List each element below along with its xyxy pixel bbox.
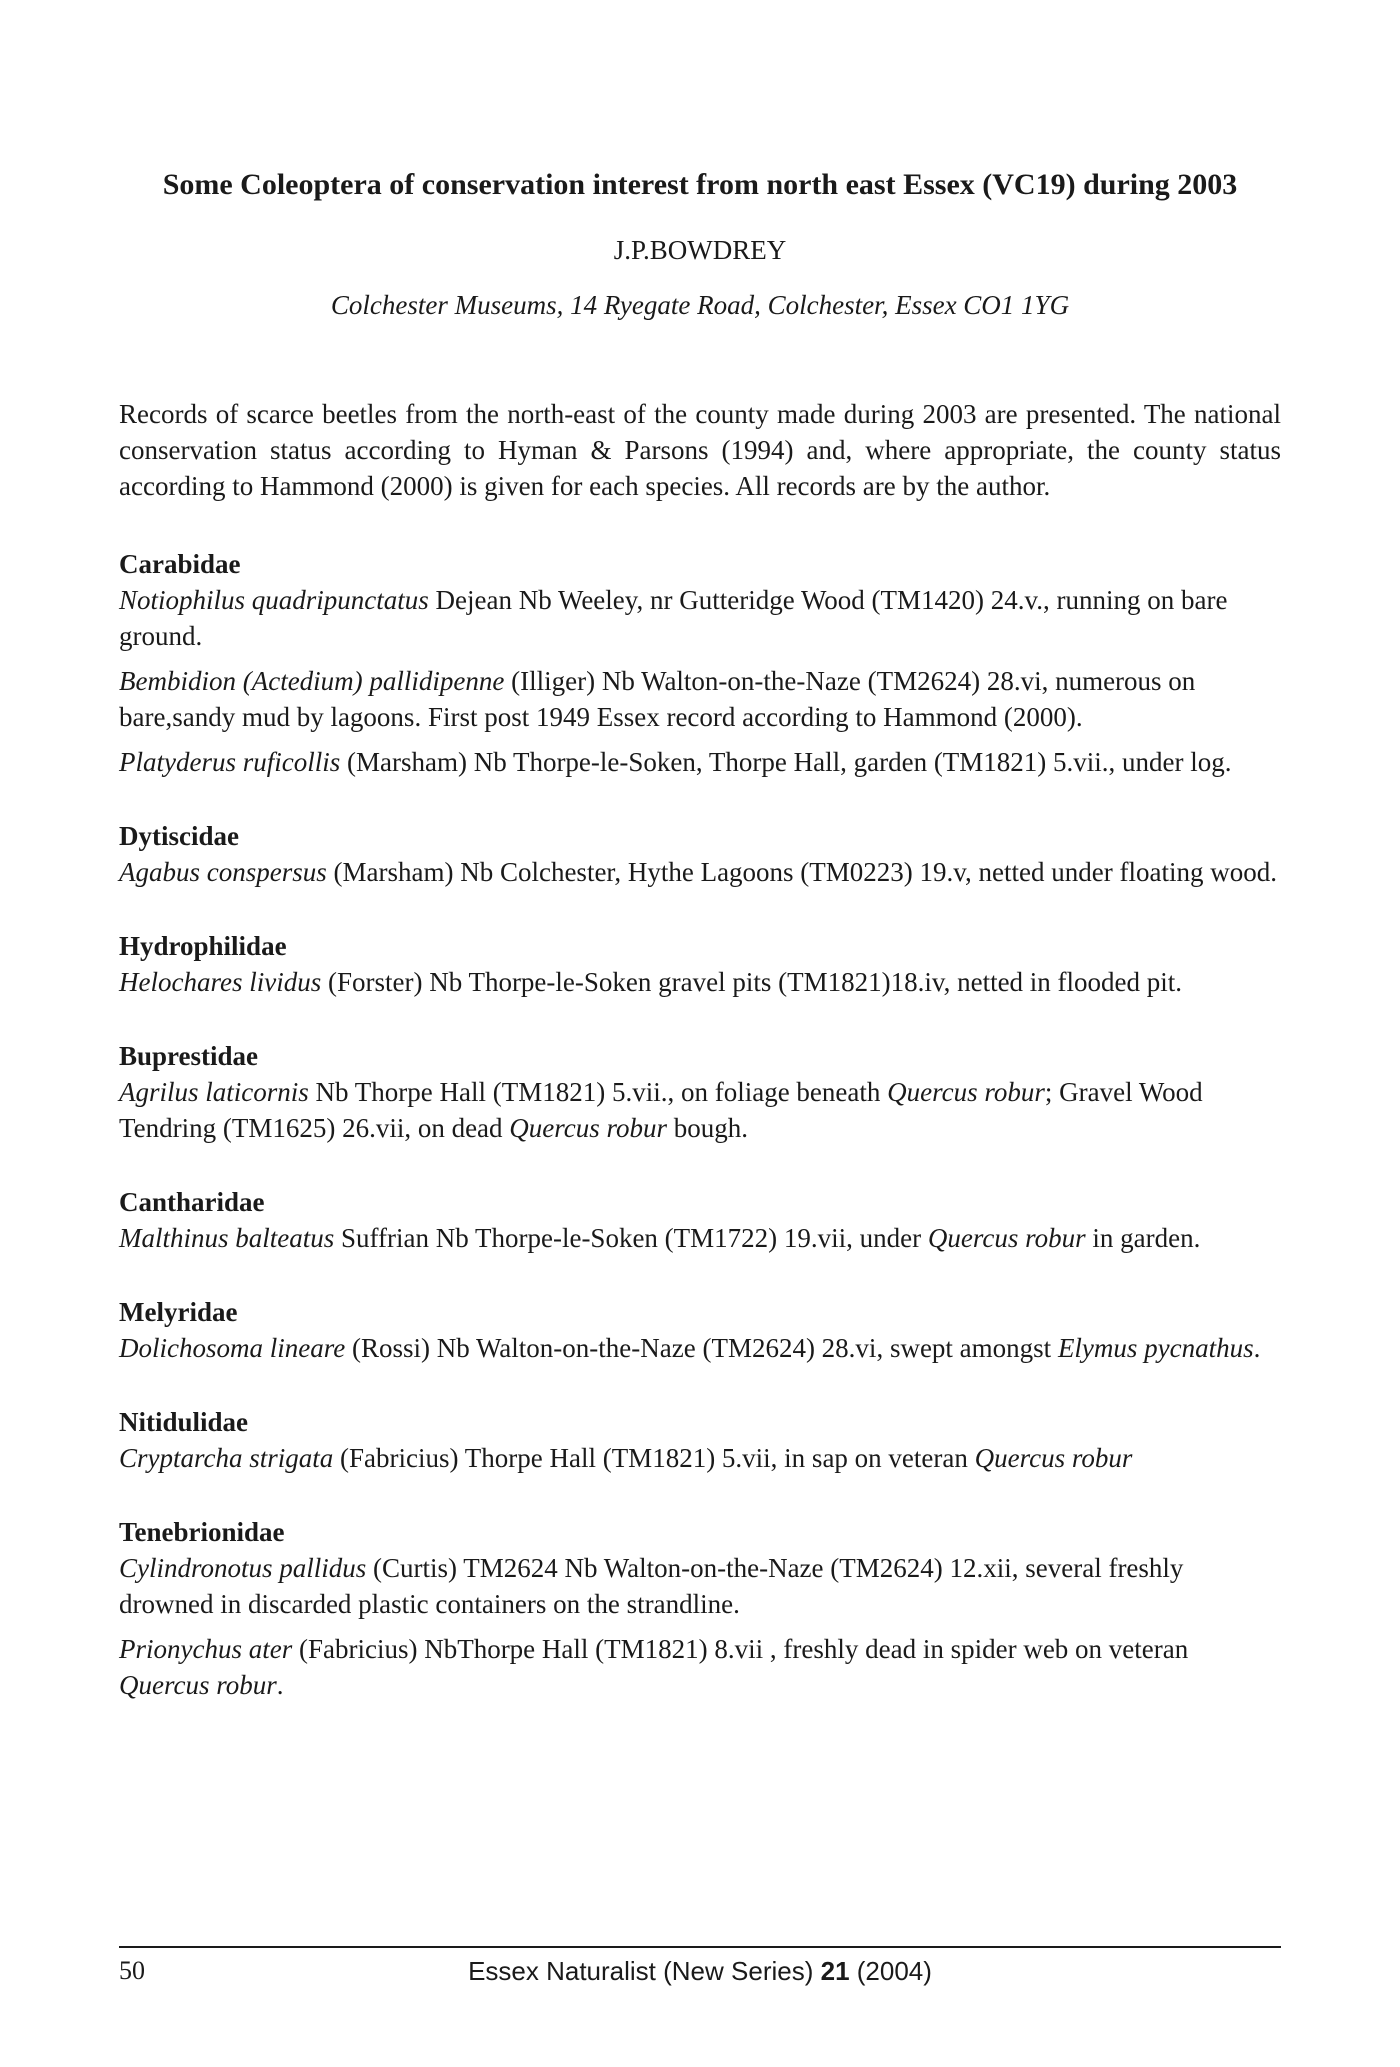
record-text: (Illiger) Nb Walton-on-the-Naze (TM2624) 28.vi, numerous on bare,sandy mud by lagoons. First post 1949 Essex record according to Hammond (2000). (119, 666, 1196, 732)
family-section-hydrophilidae (119, 928, 1281, 1000)
family-heading: Tenebrionidae (119, 1517, 285, 1547)
record-text: (Fabricius) Thorpe Hall (TM1821) 5.vii, in sap on veteran (333, 1443, 975, 1473)
journal-year: (2004) (849, 1956, 932, 1986)
species-record (119, 964, 1281, 1000)
author-affiliation: Colchester Museums, 14 Ryegate Road, Colchester, Essex CO1 1YG (330, 290, 1070, 320)
family-heading: Hydrophilidae (119, 931, 287, 961)
author-name: J.P.BOWDREY (613, 235, 787, 265)
record-text: Dejean Nb Weeley, nr Gutteridge Wood (TM1420) 24.v., running on bare ground. (119, 585, 1228, 651)
species-name: Cryptarcha strigata (119, 1443, 334, 1473)
species-record (119, 1550, 1281, 1622)
record-text: (Fabricius) NbThorpe Hall (TM1821) 8.vii , freshly dead in spider web on veteran (292, 1634, 1189, 1664)
article-title: Some Coleoptera of conservation interest from north east Essex (VC19) during 2003 (162, 168, 1238, 201)
family-heading: Nitidulidae (119, 1407, 249, 1437)
journal-citation (119, 1954, 1281, 1988)
document-page (119, 0, 1281, 2067)
species-record (119, 663, 1281, 735)
record-text: (Marsham) Nb Colchester, Hythe Lagoons (TM0223) 19.v, netted under floating wood. (326, 857, 1277, 887)
family-section-cantharidae (119, 1184, 1281, 1256)
species-name: Dolichosoma lineare (119, 1333, 346, 1363)
host-plant-name: Quercus robur (887, 1077, 1045, 1107)
footer-divider (119, 1946, 1281, 1948)
record-text: bough. (667, 1113, 749, 1143)
species-name: Agabus conspersus (119, 857, 327, 887)
record-text: (Curtis) TM2624 Nb Walton-on-the-Naze (TM2624) 12.xii, several freshly drowned in discarded plastic containers on the strandline. (119, 1553, 1184, 1619)
species-name: Agrilus laticornis (119, 1077, 309, 1107)
family-section-tenebrionidae (119, 1514, 1281, 1703)
species-name: Cylindronotus pallidus (119, 1553, 367, 1583)
family-section-nitidulidae (119, 1404, 1281, 1476)
family-section-carabidae (119, 546, 1281, 780)
abstract-paragraph: Records of scarce beetles from the north-east of the county made during 2003 are presented. The national conservation status according to Hyman & Parsons (1994) and, where appropriate, the county status according to Hammond (2000) is given for each species. All records are by the author. (119, 399, 1281, 501)
journal-volume: 21 (820, 1956, 850, 1986)
record-text: (Forster) Nb Thorpe-le-Soken gravel pits (TM1821)18.iv, netted in flooded pit. (321, 967, 1183, 997)
family-section-buprestidae (119, 1038, 1281, 1146)
species-name: Bembidion (Actedium) pallidipenne (119, 666, 505, 696)
species-record (119, 1220, 1281, 1256)
host-plant-name: Quercus robur (927, 1223, 1086, 1253)
species-name: Notiophilus quadripunctatus (119, 585, 429, 615)
family-heading: Cantharidae (119, 1187, 265, 1217)
species-record (119, 854, 1281, 890)
species-record (119, 582, 1281, 654)
family-heading: Buprestidae (119, 1041, 259, 1071)
species-record (119, 1440, 1281, 1476)
species-name: Platyderus ruficollis (119, 747, 341, 777)
species-name: Malthinus balteatus (119, 1223, 335, 1253)
family-heading: Carabidae (119, 549, 241, 579)
family-section-dytiscidae (119, 818, 1281, 890)
species-name: Prionychus ater (119, 1634, 293, 1664)
host-plant-name: Quercus robur (119, 1670, 277, 1700)
family-heading: Dytiscidae (119, 821, 239, 851)
record-text: Suffrian Nb Thorpe-le-Soken (TM1722) 19.vii, under (334, 1223, 928, 1253)
journal-name: Essex Naturalist (New Series) (468, 1956, 821, 1986)
family-section-melyridae (119, 1294, 1281, 1366)
host-plant-name: Quercus robur (509, 1113, 668, 1143)
species-record (119, 1330, 1281, 1366)
species-record (119, 744, 1281, 780)
record-text: (Rossi) Nb Walton-on-the-Naze (TM2624) 28.vi, swept amongst (345, 1333, 1058, 1363)
record-text: ; Gravel Wood Tendring (TM1625) 26.vii, on dead (119, 1077, 1203, 1143)
page-number: 50 (119, 1956, 145, 1985)
host-plant-name: Elymus pycnathus (1057, 1333, 1254, 1363)
family-list (119, 546, 1281, 1703)
record-text: (Marsham) Nb Thorpe-le-Soken, Thorpe Hall, garden (TM1821) 5.vii., under log. (340, 747, 1232, 777)
article-body (119, 396, 1281, 1741)
species-record (119, 1631, 1281, 1703)
record-text: . (276, 1670, 284, 1700)
record-text: in garden. (1085, 1223, 1201, 1253)
species-name: Helochares lividus (119, 967, 322, 997)
record-text: . (1253, 1333, 1261, 1363)
family-heading: Melyridae (119, 1297, 238, 1327)
species-record (119, 1074, 1281, 1146)
host-plant-name: Quercus robur (974, 1443, 1133, 1473)
record-text: Nb Thorpe Hall (TM1821) 5.vii., on foliage beneath (308, 1077, 888, 1107)
